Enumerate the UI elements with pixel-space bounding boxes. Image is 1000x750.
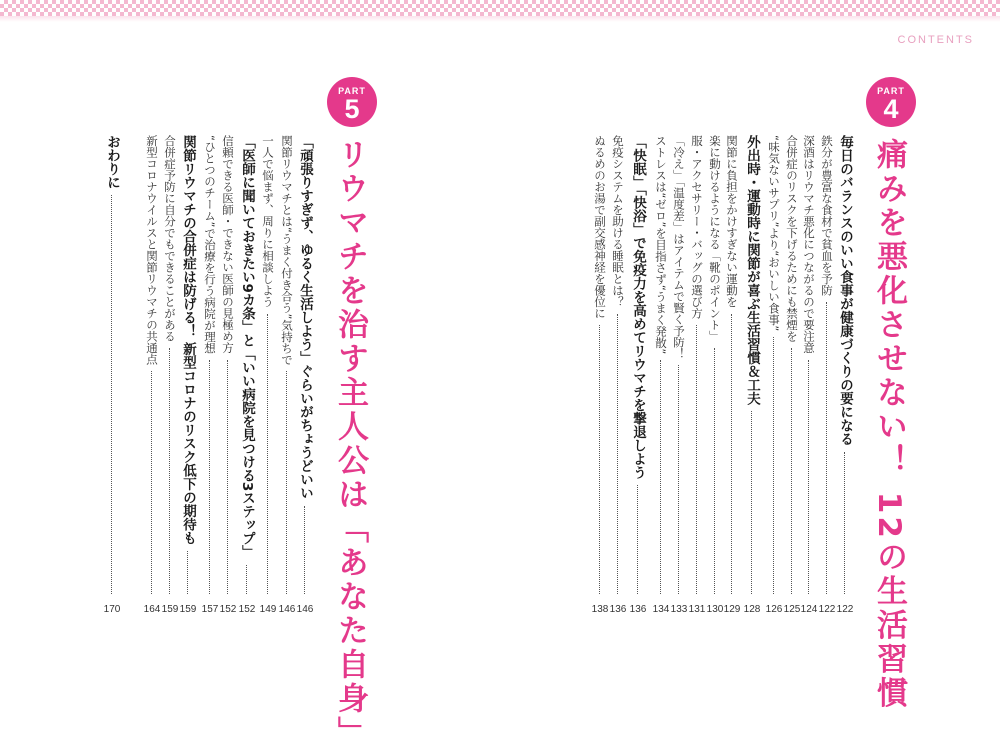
toc-entry-head[interactable]: 外出時・運動時に関節が喜ぶ生活習慣＆工夫 <box>744 135 760 405</box>
toc-page-number: 146 <box>296 604 314 615</box>
part-5-title: リウマチを治す主人公は「あなた自身」 <box>332 138 368 750</box>
toc-leader-dots <box>304 506 305 595</box>
toc-leader-dots <box>286 371 287 594</box>
toc-page-number: 164 <box>143 604 161 615</box>
toc-entry-sub[interactable]: 関節に負担をかけすぎない運動を <box>725 135 739 308</box>
toc-entry-head[interactable]: おわりに <box>104 135 120 189</box>
toc-leader-dots <box>808 360 809 595</box>
toc-leader-dots <box>267 314 268 595</box>
toc-entry-sub[interactable]: 楽に動けるようになる「靴のポイント」 <box>708 135 722 342</box>
toc-page-number: 125 <box>783 604 801 615</box>
toc-leader-dots <box>696 325 697 594</box>
toc-page-number: 149 <box>259 604 277 615</box>
toc-page-number: 152 <box>238 604 256 615</box>
toc-leader-dots <box>791 348 792 594</box>
part-4-badge <box>866 77 916 127</box>
toc-leader-dots <box>187 551 188 594</box>
toc-entry-sub[interactable]: 免疫システムを助ける睡眠とは？ <box>611 135 625 308</box>
toc-page-number: 122 <box>818 604 836 615</box>
toc-page-number: 133 <box>670 604 688 615</box>
toc-entry-head[interactable]: 関節リウマチの合併症は防げる！ 新型コロナのリスク低下の期待も <box>180 135 196 545</box>
toc-leader-dots <box>678 365 679 594</box>
part-5-badge <box>327 77 377 127</box>
toc-entry-sub[interactable]: 鉄分が豊富な食材で貧血を予防 <box>820 135 834 296</box>
toc-entry-head[interactable]: 「医師に聞いておきたい9カ条」と「いい病院を見つける3ステップ」 <box>239 135 255 559</box>
toc-entry-sub[interactable]: 「冷え」「温度差」はアイテムで賢く予防！ <box>672 135 686 360</box>
toc-entry-sub[interactable]: 合併症のリスクを下げるためにも禁煙を <box>785 135 799 342</box>
toc-page-number: 138 <box>591 604 609 615</box>
toc-leader-dots <box>844 452 845 595</box>
toc-page-number: 136 <box>609 604 627 615</box>
toc-page-number: 152 <box>219 604 237 615</box>
toc-entry-sub[interactable]: 一人で悩まず、周りに相談しよう <box>261 135 275 308</box>
toc-leader-dots <box>714 348 715 594</box>
toc-entry-sub[interactable]: ストレスは“ゼロ”を目指さず“うまく発散” <box>654 135 668 355</box>
toc-leader-dots <box>246 565 247 594</box>
toc-entry-sub[interactable]: ぬるめのお湯で副交感神経を優位に <box>593 135 607 319</box>
part-number: 4 <box>883 94 899 124</box>
toc-entry-sub[interactable]: 信頼できる医師・できない医師の見極め方 <box>221 135 235 354</box>
toc-leader-dots <box>617 314 618 595</box>
toc-entry-sub[interactable]: 新型コロナウイルスと関節リウマチの共通点 <box>145 135 159 365</box>
toc-page-number: 124 <box>800 604 818 615</box>
toc-leader-dots <box>227 360 228 595</box>
toc-page-number: 136 <box>629 604 647 615</box>
toc-entry-sub[interactable]: “ひとつのチーム”で治療を行う病院が理想 <box>203 135 217 354</box>
contents-label: CONTENTS <box>897 34 974 46</box>
toc-entry-head[interactable]: 毎日のバランスのいい食事が健康づくりの要になる <box>837 135 853 446</box>
toc-leader-dots <box>111 195 112 594</box>
toc-page-number: 130 <box>706 604 724 615</box>
toc-page-number: 134 <box>652 604 670 615</box>
toc-leader-dots <box>151 371 152 594</box>
toc-page-number: 146 <box>278 604 296 615</box>
toc-page-number: 159 <box>161 604 179 615</box>
toc-entry-head[interactable]: 「快眠」「快浴」で免疫力を高めてリウマチを撃退しよう <box>630 135 646 480</box>
toc-page-number: 122 <box>836 604 854 615</box>
toc-page-number: 170 <box>103 604 121 615</box>
checker-border <box>0 0 1000 16</box>
toc-leader-dots <box>209 360 210 594</box>
toc-entry-head[interactable]: 「頑張りすぎず、ゆるく生活しよう」ぐらいがちょうどいい <box>297 135 313 500</box>
toc-leader-dots <box>660 360 661 594</box>
toc-leader-dots <box>169 348 170 594</box>
part-number: 5 <box>344 94 360 124</box>
toc-entry-sub[interactable]: 服・アクセサリー・バッグの選び方 <box>690 135 704 319</box>
toc-entry-sub[interactable]: 深酒はリウマチ悪化につながるので要注意 <box>802 135 816 354</box>
toc-entry-sub[interactable]: “味気ないサプリ”より“おいしい食事” <box>767 135 781 332</box>
toc-entry-sub[interactable]: 合併症予防に自分でもできることがある <box>163 135 177 342</box>
toc-leader-dots <box>599 325 600 594</box>
toc-leader-dots <box>751 411 752 594</box>
toc-page-number: 159 <box>179 604 197 615</box>
toc-page-number: 131 <box>688 604 706 615</box>
part-4-title: 痛みを悪化させない！ 12の生活習慣 <box>871 138 907 711</box>
toc-leader-dots <box>731 314 732 595</box>
toc-entry-sub[interactable]: 関節リウマチとは“うまく付き合う”気持ちで <box>280 135 294 366</box>
toc-leader-dots <box>826 302 827 594</box>
toc-leader-dots <box>773 337 774 594</box>
checker-border-fade <box>0 16 1000 22</box>
toc-page-number: 128 <box>743 604 761 615</box>
part-word: PART <box>338 86 366 96</box>
toc-page-number: 129 <box>723 604 741 615</box>
toc-page-number: 157 <box>201 604 219 615</box>
part-word: PART <box>877 86 905 96</box>
toc-page-number: 126 <box>765 604 783 615</box>
toc-leader-dots <box>637 485 638 594</box>
